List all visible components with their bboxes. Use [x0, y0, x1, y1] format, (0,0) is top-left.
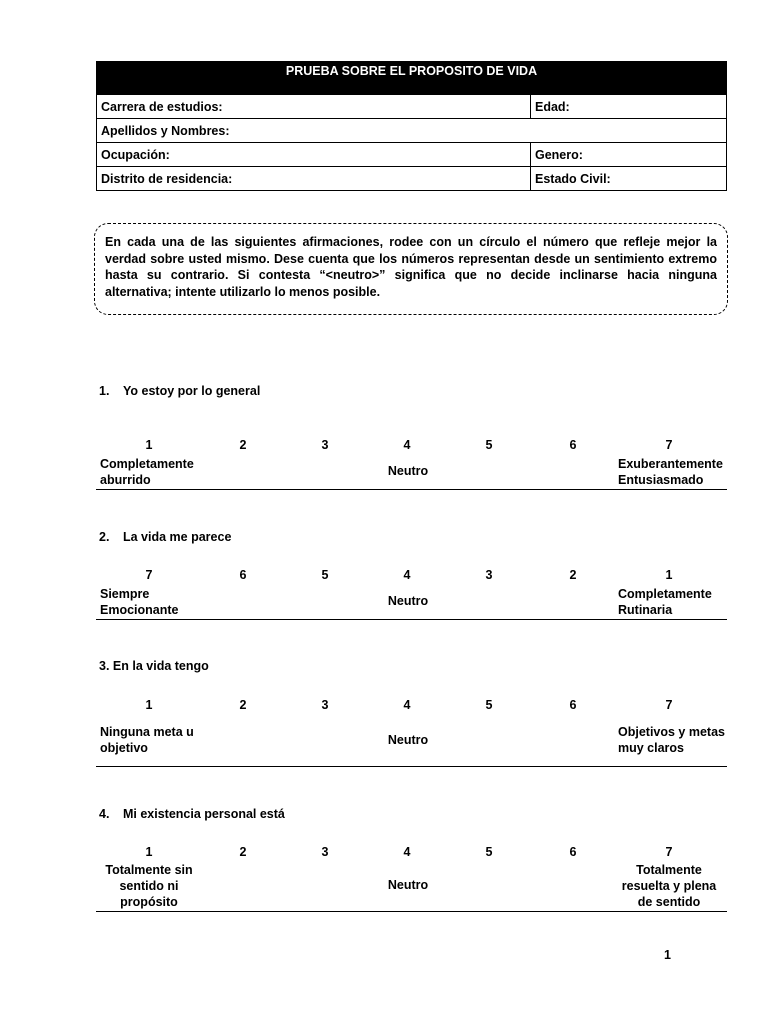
- question-4-title: [99, 807, 285, 821]
- edad-field: Edad:: [531, 95, 727, 119]
- scale-option[interactable]: 7: [665, 438, 673, 452]
- page-number: 1: [664, 948, 671, 962]
- scale-option[interactable]: 1: [145, 845, 153, 859]
- question-number: 1.: [99, 384, 110, 398]
- scale-option[interactable]: 6: [569, 438, 577, 452]
- question-text: En la vida tengo: [112, 659, 209, 673]
- scale-option[interactable]: 4: [403, 438, 411, 452]
- scale-option[interactable]: 3: [321, 845, 329, 859]
- left-anchor-label: Completamente aburrido: [100, 457, 194, 487]
- right-anchor-label: Completamente Rutinaria: [618, 587, 712, 617]
- apellidos-field: Apellidos y Nombres:: [97, 119, 727, 143]
- neutral-label: Neutro: [387, 464, 429, 478]
- question-number: 2.: [99, 530, 110, 544]
- header-form-table: [96, 61, 727, 191]
- scale-option[interactable]: 3: [321, 438, 329, 452]
- scale-option[interactable]: 6: [239, 568, 247, 582]
- right-anchor-label: Objetivos y metas muy claros: [618, 725, 725, 755]
- question-number: 4.: [99, 807, 110, 821]
- question-text: Mi existencia personal está: [123, 807, 285, 821]
- estado-civil-field: Estado Civil:: [531, 167, 727, 191]
- scale-option[interactable]: 4: [403, 698, 411, 712]
- scale-option[interactable]: 1: [665, 568, 673, 582]
- question-text: Yo estoy por lo general: [123, 384, 261, 398]
- distrito-field: Distrito de residencia:: [97, 167, 531, 191]
- question-4-scale: [96, 845, 727, 912]
- question-1-scale: [96, 438, 727, 490]
- scale-option[interactable]: 2: [239, 698, 247, 712]
- ocupacion-field: Ocupación:: [97, 143, 531, 167]
- left-anchor-label: Totalmente sin sentido ni propósito: [105, 863, 193, 909]
- question-1-title: [99, 384, 260, 398]
- question-2-scale: [96, 568, 727, 620]
- scale-option[interactable]: 6: [569, 845, 577, 859]
- scale-option[interactable]: 7: [665, 698, 673, 712]
- left-anchor-label: Siempre Emocionante: [100, 587, 179, 617]
- question-3-scale: [96, 698, 727, 767]
- neutral-label: Neutro: [387, 594, 429, 608]
- question-text: La vida me parece: [123, 530, 232, 544]
- scale-option[interactable]: 2: [239, 438, 247, 452]
- left-anchor-label: Ninguna meta u objetivo: [100, 725, 194, 755]
- question-2-title: [99, 530, 231, 544]
- right-anchor-label: Exuberantemente Entusiasmado: [618, 457, 723, 487]
- scale-option[interactable]: 7: [145, 568, 153, 582]
- scale-option[interactable]: 3: [321, 698, 329, 712]
- scale-option[interactable]: 2: [239, 845, 247, 859]
- scale-option[interactable]: 2: [569, 568, 577, 582]
- scale-option[interactable]: 7: [665, 845, 673, 859]
- right-anchor-label: Totalmente resuelta y plena de sentido: [621, 863, 717, 909]
- scale-option[interactable]: 3: [485, 568, 493, 582]
- form-title: PRUEBA SOBRE EL PROPOSITO DE VIDA: [97, 62, 727, 95]
- scale-option[interactable]: 4: [403, 845, 411, 859]
- question-3-title: [99, 659, 209, 673]
- scale-option[interactable]: 5: [321, 568, 329, 582]
- carrera-field: Carrera de estudios:: [97, 95, 531, 119]
- scale-option[interactable]: 6: [569, 698, 577, 712]
- scale-option[interactable]: 1: [145, 438, 153, 452]
- instructions-box: En cada una de las siguientes afirmaciones, rodee con un círculo el número que refleje mejor la verdad sobre usted mismo. Dese cuenta que los números representan desde un sentimiento extremo hasta su contrario. Si contesta “<neutro>” significa que no decide inclinarse hacia ninguna alternativa; intente utilizarlo lo menos posible.: [94, 223, 728, 315]
- neutral-label: Neutro: [387, 733, 429, 747]
- scale-option[interactable]: 5: [485, 845, 493, 859]
- scale-option[interactable]: 1: [145, 698, 153, 712]
- scale-option[interactable]: 4: [403, 568, 411, 582]
- question-number: 3.: [99, 659, 110, 673]
- scale-option[interactable]: 5: [485, 698, 493, 712]
- neutral-label: Neutro: [387, 878, 429, 892]
- genero-field: Genero:: [531, 143, 727, 167]
- scale-option[interactable]: 5: [485, 438, 493, 452]
